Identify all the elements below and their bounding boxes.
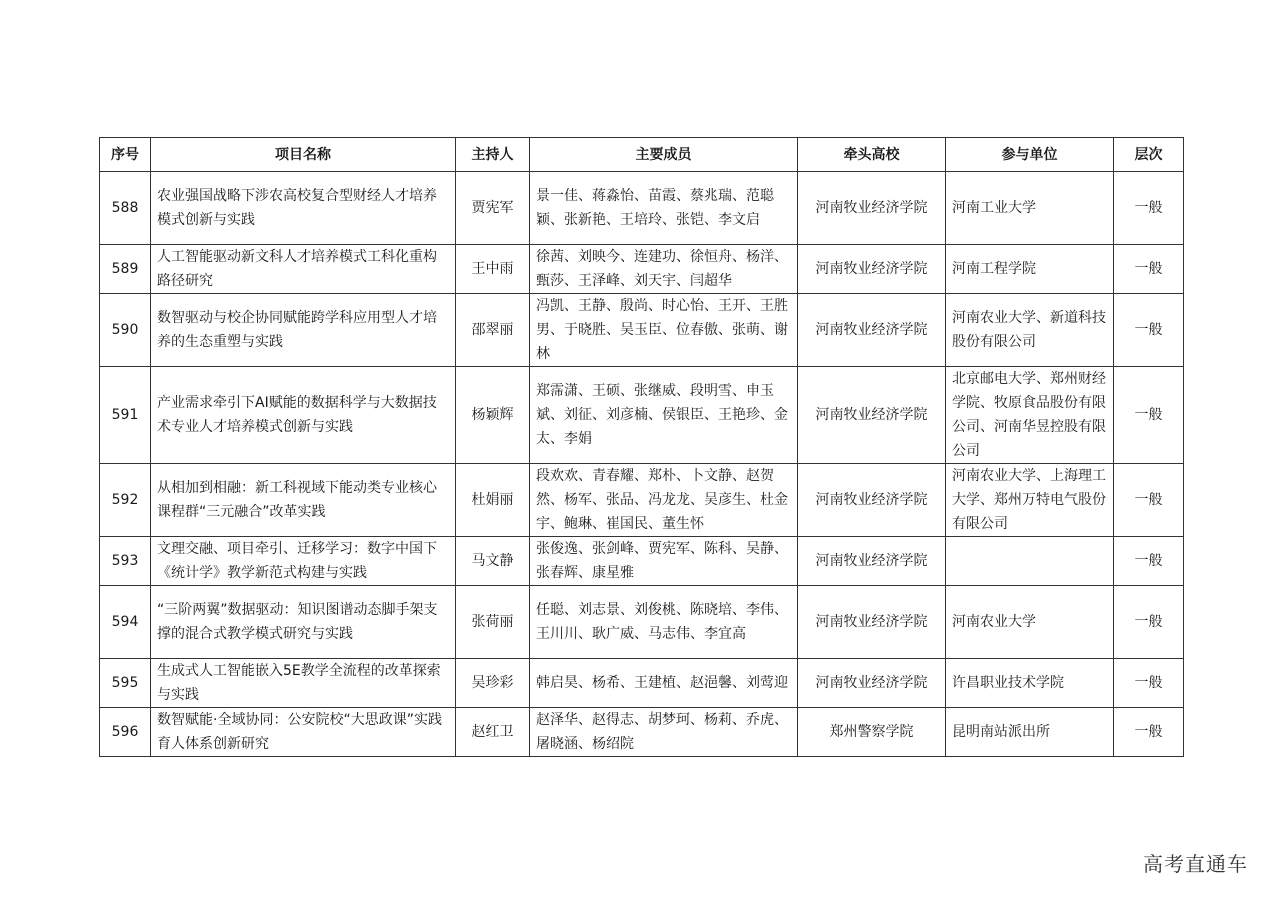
cell-serial-number: 594 <box>100 586 151 659</box>
cell-partner-units <box>946 537 1114 586</box>
cell-serial-number: 588 <box>100 172 151 245</box>
header-partner-units: 参与单位 <box>946 138 1114 172</box>
cell-members: 段欢欢、青春耀、郑朴、卜文静、赵贺然、杨军、张品、冯龙龙、吴彦生、杜金宇、鲍琳、崔国民、董生怀 <box>530 464 798 537</box>
table-row <box>100 367 1184 464</box>
project-list-table <box>99 137 1184 757</box>
cell-members: 韩启昊、杨希、王建植、赵浥馨、刘莺迎 <box>530 659 798 708</box>
cell-serial-number: 591 <box>100 367 151 464</box>
cell-serial-number: 590 <box>100 294 151 367</box>
cell-members: 任聪、刘志景、刘俊桃、陈晓培、李伟、王川川、耿广威、马志伟、李宜高 <box>530 586 798 659</box>
watermark-text: 高考直通车 <box>1143 852 1248 876</box>
header-level: 层次 <box>1114 138 1184 172</box>
cell-project-name: 文理交融、项目牵引、迁移学习：数字中国下《统计学》教学新范式构建与实践 <box>151 537 456 586</box>
cell-host: 贾宪军 <box>456 172 530 245</box>
cell-level: 一般 <box>1114 537 1184 586</box>
cell-lead-university: 河南牧业经济学院 <box>798 659 946 708</box>
cell-project-name: 生成式人工智能嵌入5E教学全流程的改革探索与实践 <box>151 659 456 708</box>
cell-members: 景一佳、蒋淼怡、苗霞、蔡兆瑞、范聪颖、张新艳、王培玲、张铠、李文启 <box>530 172 798 245</box>
cell-partner-units: 河南工业大学 <box>946 172 1114 245</box>
table-row <box>100 537 1184 586</box>
cell-level: 一般 <box>1114 294 1184 367</box>
cell-serial-number: 596 <box>100 708 151 757</box>
table-row <box>100 245 1184 294</box>
cell-serial-number: 593 <box>100 537 151 586</box>
cell-level: 一般 <box>1114 245 1184 294</box>
cell-lead-university: 河南牧业经济学院 <box>798 294 946 367</box>
header-members: 主要成员 <box>530 138 798 172</box>
cell-serial-number: 589 <box>100 245 151 294</box>
table-row <box>100 294 1184 367</box>
cell-project-name: 人工智能驱动新文科人才培养模式工科化重构路径研究 <box>151 245 456 294</box>
cell-lead-university: 河南牧业经济学院 <box>798 586 946 659</box>
cell-partner-units: 北京邮电大学、郑州财经学院、牧原食品股份有限公司、河南华昱控股有限公司 <box>946 367 1114 464</box>
cell-partner-units: 河南农业大学、新道科技股份有限公司 <box>946 294 1114 367</box>
header-serial-number: 序号 <box>100 138 151 172</box>
cell-host: 张荷丽 <box>456 586 530 659</box>
cell-lead-university: 河南牧业经济学院 <box>798 172 946 245</box>
cell-members: 徐茜、刘映今、连建功、徐恒舟、杨洋、甄莎、王泽峰、刘天宇、闫超华 <box>530 245 798 294</box>
cell-lead-university: 河南牧业经济学院 <box>798 537 946 586</box>
cell-members: 张俊逸、张剑峰、贾宪军、陈科、吴静、张春辉、康星雅 <box>530 537 798 586</box>
header-host: 主持人 <box>456 138 530 172</box>
table-row <box>100 659 1184 708</box>
table-row <box>100 708 1184 757</box>
cell-host: 杨颖辉 <box>456 367 530 464</box>
table-row <box>100 586 1184 659</box>
cell-partner-units: 河南工程学院 <box>946 245 1114 294</box>
cell-members: 郑霈潇、王硕、张继威、段明雪、申玉斌、刘征、刘彦楠、侯银臣、王艳珍、金太、李娟 <box>530 367 798 464</box>
cell-serial-number: 595 <box>100 659 151 708</box>
cell-host: 王中雨 <box>456 245 530 294</box>
cell-level: 一般 <box>1114 586 1184 659</box>
cell-project-name: 农业强国战略下涉农高校复合型财经人才培养模式创新与实践 <box>151 172 456 245</box>
cell-lead-university: 河南牧业经济学院 <box>798 367 946 464</box>
cell-lead-university: 河南牧业经济学院 <box>798 245 946 294</box>
cell-serial-number: 592 <box>100 464 151 537</box>
header-lead-university: 牵头高校 <box>798 138 946 172</box>
cell-project-name: 数智驱动与校企协同赋能跨学科应用型人才培养的生态重塑与实践 <box>151 294 456 367</box>
cell-level: 一般 <box>1114 172 1184 245</box>
table-row <box>100 464 1184 537</box>
cell-level: 一般 <box>1114 708 1184 757</box>
cell-lead-university: 郑州警察学院 <box>798 708 946 757</box>
cell-partner-units: 河南农业大学 <box>946 586 1114 659</box>
header-project-name: 项目名称 <box>151 138 456 172</box>
cell-host: 杜娟丽 <box>456 464 530 537</box>
cell-partner-units: 昆明南站派出所 <box>946 708 1114 757</box>
cell-host: 邵翠丽 <box>456 294 530 367</box>
cell-host: 马文静 <box>456 537 530 586</box>
cell-members: 赵泽华、赵得志、胡梦珂、杨莉、乔虎、屠晓涵、杨绍院 <box>530 708 798 757</box>
cell-project-name: “三阶两翼”数据驱动：知识图谱动态脚手架支撑的混合式教学模式研究与实践 <box>151 586 456 659</box>
cell-project-name: 数智赋能·全域协同：公安院校“大思政课”实践育人体系创新研究 <box>151 708 456 757</box>
cell-members: 冯凯、王静、殷尚、时心怡、王开、王胜男、于晓胜、吴玉臣、位春傲、张萌、谢林 <box>530 294 798 367</box>
cell-level: 一般 <box>1114 464 1184 537</box>
cell-host: 赵红卫 <box>456 708 530 757</box>
table-row <box>100 172 1184 245</box>
table-header-row <box>100 138 1184 172</box>
cell-level: 一般 <box>1114 367 1184 464</box>
cell-lead-university: 河南牧业经济学院 <box>798 464 946 537</box>
cell-partner-units: 许昌职业技术学院 <box>946 659 1114 708</box>
cell-level: 一般 <box>1114 659 1184 708</box>
cell-partner-units: 河南农业大学、上海理工大学、郑州万特电气股份有限公司 <box>946 464 1114 537</box>
cell-project-name: 产业需求牵引下AI赋能的数据科学与大数据技术专业人才培养模式创新与实践 <box>151 367 456 464</box>
cell-host: 吴珍彩 <box>456 659 530 708</box>
cell-project-name: 从相加到相融：新工科视域下能动类专业核心课程群“三元融合”改革实践 <box>151 464 456 537</box>
